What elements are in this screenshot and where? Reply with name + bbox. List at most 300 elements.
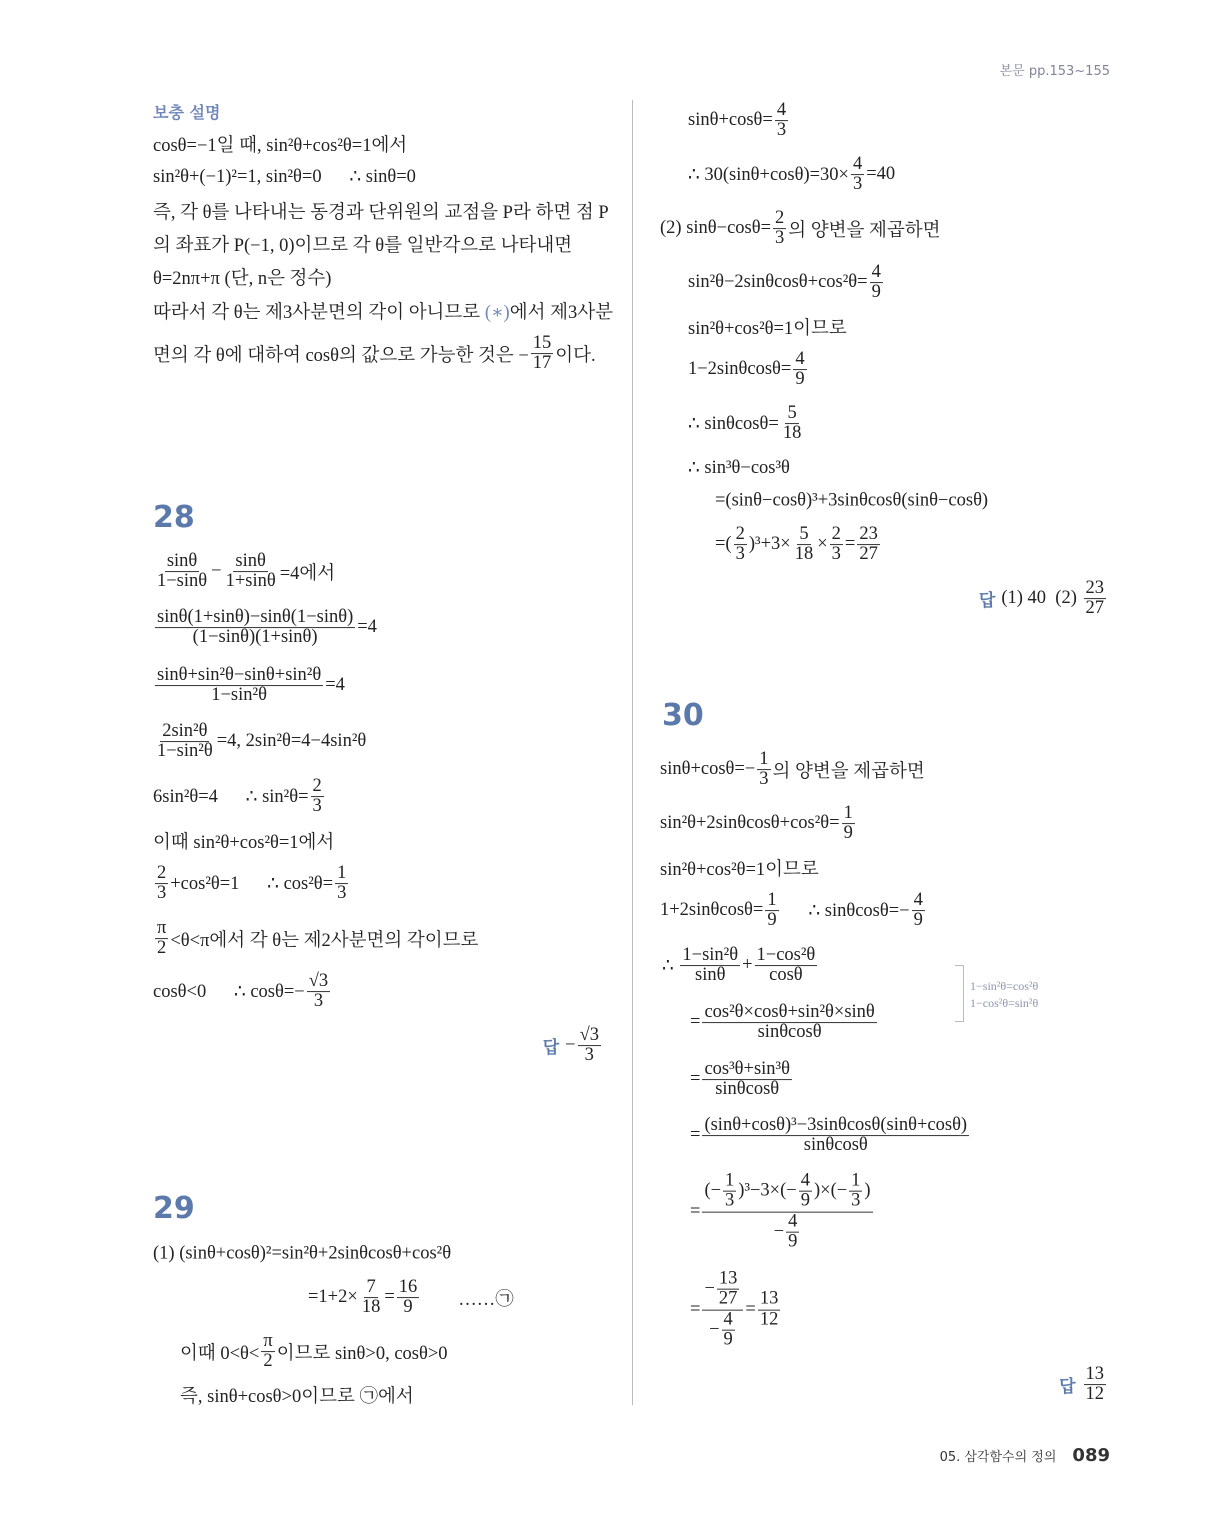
fraction (155, 864, 168, 904)
numerator (155, 864, 168, 884)
math-text: 3 (157, 883, 167, 904)
numerator (233, 552, 267, 572)
math-text: 즉, sinθ+cosθ>0이므로 ㉠에서 (180, 1387, 414, 1407)
math-text: sin²θ+cos²θ=1이므로 (660, 860, 819, 880)
denominator (717, 1290, 740, 1309)
math-text: 23 (1085, 578, 1104, 599)
math-text: 9 (723, 1329, 733, 1350)
fraction (870, 263, 883, 303)
solution-line (690, 1116, 971, 1156)
note-bracket (955, 965, 964, 1022)
math-text: 이다. (555, 346, 596, 366)
fraction (799, 1172, 812, 1212)
numerator (851, 155, 864, 175)
identity-note: 1−cos²θ=sin²θ (970, 996, 1039, 1010)
math-text: 17 (532, 353, 552, 374)
fraction (773, 209, 786, 249)
fraction (155, 722, 215, 762)
fraction (842, 804, 855, 844)
numerator (680, 946, 740, 966)
math-text: 1 (759, 749, 769, 770)
math-text: 4 (853, 154, 863, 175)
math-text: (1−sinθ)(1+sinθ) (192, 627, 318, 648)
solution-line (153, 1244, 451, 1265)
fraction (793, 350, 806, 390)
math-text: sinθcosθ (803, 1135, 868, 1156)
numerator (755, 946, 818, 966)
answer-label: 답 (542, 1038, 560, 1059)
numerator (786, 1213, 799, 1233)
math-text: 1−sin²θ (682, 945, 739, 966)
solution-line (688, 404, 805, 444)
fraction (335, 864, 348, 904)
math-text: 12 (759, 1309, 779, 1330)
denominator (224, 573, 278, 592)
fraction (261, 1332, 274, 1372)
numerator (160, 722, 209, 742)
numerator (165, 552, 199, 572)
numerator (849, 1172, 862, 1192)
solution-line (153, 552, 335, 592)
fraction (311, 777, 324, 817)
math-text: =4 (325, 675, 345, 696)
math-text: (sinθ+cosθ)³−3sinθcosθ(sinθ+cosθ) (704, 1115, 968, 1136)
numerator (307, 972, 330, 992)
math-text: cos²θ×cosθ+sin²θ×sinθ (704, 1002, 875, 1023)
math-text: 3 (851, 1191, 861, 1212)
math-text: = (745, 1299, 756, 1320)
solution-line (690, 1270, 782, 1351)
math-text: sinθ (166, 551, 198, 572)
math-text: ∴ sinθcosθ= (688, 414, 779, 434)
math-text: 1 (851, 1170, 861, 1191)
fraction (755, 946, 818, 986)
math-text: 3 (337, 883, 347, 904)
problem-number-29: 29 (153, 1191, 195, 1226)
math-text: 4 (723, 1309, 733, 1330)
math-text: sinθcosθ (757, 1022, 822, 1043)
numerator (702, 1060, 792, 1080)
math-text: 9 (913, 910, 923, 931)
math-text: )³+3× (748, 534, 791, 555)
math-text: 1+sinθ (225, 571, 276, 592)
math-text: 1−cos²θ (756, 945, 816, 966)
fraction (360, 1278, 383, 1318)
math-text: sinθ+cosθ= (688, 110, 773, 131)
math-text: cos³θ+sin³θ (704, 1059, 790, 1080)
denominator (583, 1047, 596, 1066)
solution-line (153, 972, 332, 1012)
math-text: 3 (759, 769, 769, 790)
math-text: 면의 각 θ에 대하여 cosθ의 값으로 가능한 것은 − (153, 346, 529, 366)
fraction (155, 552, 209, 592)
math-text: 27 (1085, 598, 1104, 619)
math-text: 18 (794, 544, 814, 565)
math-text: <θ<π에서 각 θ는 제2사분면의 각이므로 (170, 931, 479, 951)
math-text: cosθ (769, 965, 803, 986)
page-footer (940, 1445, 1110, 1466)
math-text: 9 (871, 282, 881, 303)
denominator (155, 573, 209, 592)
supplement-title: 보충 설명 (153, 103, 221, 122)
solution-line (660, 209, 941, 249)
fraction (155, 919, 168, 959)
math-text: 3 (853, 174, 863, 195)
fraction (531, 334, 554, 374)
solution-line (715, 525, 882, 565)
denominator (693, 967, 727, 986)
numerator (311, 777, 324, 797)
math-text: π (157, 918, 167, 939)
denominator (912, 912, 925, 931)
supplement-line (153, 198, 609, 224)
math-text: sin²θ+(−1)²=1, sin²θ=0 ∴ sinθ=0 (153, 167, 416, 187)
math-text: ∴ 30(sinθ+cosθ)=30× (688, 165, 849, 185)
math-text: 1−sin²θ (211, 685, 267, 706)
math-text: = (384, 1287, 395, 1308)
problem-number-28: 28 (153, 500, 195, 535)
denominator (870, 284, 883, 303)
fraction (224, 552, 278, 592)
answer-28 (543, 1026, 603, 1066)
fraction (702, 1270, 743, 1351)
math-text: 1−sinθ (157, 571, 208, 592)
denominator (335, 885, 348, 904)
math-text: 9 (788, 1231, 798, 1252)
solution-line (660, 855, 819, 881)
math-text: 의 좌표가 P(−1, 0)이므로 각 θ를 일반각으로 나타내면 (153, 236, 573, 256)
math-text: 13 (718, 1268, 738, 1289)
denominator (155, 940, 168, 959)
fraction (786, 1213, 799, 1253)
fraction (702, 1060, 792, 1100)
numerator (870, 263, 883, 283)
numerator (531, 334, 554, 354)
math-text: 3 (776, 120, 787, 141)
denominator (756, 1024, 824, 1043)
math-text: = (690, 1069, 701, 1090)
denominator (849, 1192, 862, 1211)
numerator (717, 1270, 740, 1290)
math-text: 이므로 sinθ>0, cosθ>0 (276, 1344, 448, 1364)
fraction (857, 525, 880, 565)
math-text: − (709, 1319, 720, 1340)
math-text: 9 (767, 910, 777, 931)
identity-note: 1−sin²θ=cos²θ (970, 979, 1039, 993)
numerator (775, 101, 788, 121)
denominator (772, 1213, 804, 1253)
denominator (786, 1233, 799, 1252)
math-text: sinθ (695, 965, 726, 986)
denominator (773, 230, 786, 249)
math-text: 3 (831, 544, 841, 565)
solution-line (660, 891, 927, 931)
fraction (723, 1172, 736, 1212)
supplement-line (153, 131, 407, 157)
answer-value (1082, 1365, 1109, 1405)
denominator (723, 1192, 736, 1211)
denominator (781, 425, 804, 444)
math-text: =(sinθ−cosθ)³+3sinθcosθ(sinθ−cosθ) (715, 490, 989, 511)
numerator (155, 919, 168, 939)
math-text: sinθ+cosθ=− (660, 759, 756, 780)
math-text: 2 (775, 208, 785, 229)
solution-line (688, 263, 885, 303)
math-text: 의 양변을 제곱하면 (772, 762, 925, 782)
math-text: 1 (337, 863, 347, 884)
fraction (1084, 1365, 1107, 1405)
fraction (912, 891, 925, 931)
supplement-line (153, 334, 596, 374)
denominator (707, 1311, 739, 1351)
numerator (702, 1270, 743, 1311)
denominator (767, 967, 805, 986)
solution-line (660, 804, 857, 844)
solution-line (688, 155, 895, 195)
denominator (401, 1299, 414, 1318)
fraction (397, 1278, 420, 1318)
numerator (734, 525, 747, 545)
numerator (397, 1278, 420, 1298)
supplement-line (153, 166, 416, 188)
math-text: 1−sin²θ (157, 741, 213, 762)
solution-line (153, 919, 478, 959)
math-text: 4 (800, 1170, 810, 1191)
numerator (830, 525, 843, 545)
math-text: 의 양변을 제곱하면 (788, 221, 941, 241)
math-text: 3 (775, 228, 785, 249)
math-text: ) (864, 1180, 871, 1201)
math-text: 2 (157, 863, 167, 884)
math-text: 2sin²θ (162, 721, 208, 742)
math-text: 3 (725, 1191, 735, 1212)
math-text: (1) (sinθ+cosθ)²=sin²θ+2sinθcosθ+cos²θ (153, 1243, 452, 1264)
math-text: 1 (843, 803, 853, 824)
denominator (261, 1353, 274, 1372)
page-reference: 본문 pp.153~155 (999, 64, 1110, 79)
solution-line (662, 946, 819, 986)
numerator (722, 1311, 735, 1331)
fraction (155, 666, 323, 706)
math-text: = (690, 1012, 701, 1033)
math-text: − (565, 1035, 576, 1056)
denominator (857, 546, 880, 565)
math-text: = (690, 1125, 701, 1146)
column-divider (632, 100, 633, 1405)
denominator (360, 1299, 383, 1318)
denominator (191, 629, 320, 648)
denominator (155, 885, 168, 904)
numerator (842, 804, 855, 824)
math-text: 2 (735, 524, 745, 545)
denominator (830, 546, 843, 565)
math-text: 27 (859, 544, 878, 565)
math-text: 9 (795, 369, 805, 390)
math-text: 27 (718, 1289, 738, 1310)
math-text: + (742, 955, 753, 976)
math-text: 16 (398, 1277, 418, 1298)
fraction (830, 525, 843, 565)
fraction (851, 155, 864, 195)
fraction (702, 1003, 876, 1043)
problem-number-30: 30 (662, 698, 704, 733)
math-text: − (211, 561, 222, 582)
solution-line (153, 608, 377, 648)
math-text: 18 (361, 1297, 381, 1318)
math-text: √3 (308, 971, 329, 992)
denominator (758, 1311, 781, 1330)
answer-30 (1059, 1365, 1108, 1405)
numerator (785, 404, 798, 424)
numerator (155, 608, 355, 628)
math-text: 2 (157, 938, 167, 959)
math-text: =4 (357, 617, 377, 638)
math-text: = (690, 1201, 701, 1222)
math-text: 이때 0<θ< (180, 1344, 260, 1364)
math-text: 1+2sinθcosθ= (660, 900, 764, 921)
denominator (531, 355, 554, 374)
denominator (1084, 600, 1107, 619)
supplement-line (153, 231, 572, 257)
solution-line (690, 1172, 875, 1253)
math-text: +cos²θ=1 ∴ cos²θ= (170, 874, 334, 894)
denominator (775, 122, 788, 141)
math-text: =40 (866, 164, 896, 185)
math-text: 2 (312, 776, 322, 797)
math-text: 따라서 각 θ는 제3사분면의 각이 아니므로 (∗)에서 제3사분 (153, 303, 613, 323)
fraction (307, 972, 330, 1012)
supplement-line (153, 264, 331, 290)
math-text: θ=2nπ+π (단, n은 정수) (153, 269, 332, 289)
math-text: 4 (913, 890, 923, 911)
fraction (155, 608, 355, 648)
math-text: 4 (776, 100, 787, 121)
math-text: 5 (787, 403, 797, 424)
denominator (311, 798, 324, 817)
fraction (849, 1172, 862, 1212)
math-text: 즉, 각 θ를 나타내는 동경과 단위원의 교점을 P라 하면 점 P (153, 203, 609, 223)
numerator (723, 1172, 736, 1192)
answer-label: 답 (978, 591, 996, 612)
math-text: 5 (799, 524, 809, 545)
chapter-title: 05. 삼각함수의 정의 (939, 1450, 1057, 1465)
math-text: (− (704, 1180, 722, 1201)
math-text: ∴ (662, 956, 679, 976)
denominator (722, 1331, 735, 1350)
math-text: 13 (1085, 1364, 1104, 1385)
math-text: 7 (366, 1277, 376, 1298)
solution-line (153, 777, 326, 817)
math-text: 12 (1085, 1384, 1104, 1405)
numerator (797, 525, 810, 545)
math-text: 4 (795, 349, 805, 370)
solution-line (308, 1278, 514, 1318)
math-text: 9 (403, 1297, 413, 1318)
math-text: π (263, 1331, 273, 1352)
solution-line (688, 350, 809, 390)
numerator (758, 1290, 781, 1310)
math-text: )³−3×(− (738, 1180, 797, 1201)
math-text: 이때 sin²θ+cos²θ=1에서 (153, 833, 335, 853)
math-text: 1−2sinθcosθ= (688, 359, 792, 380)
fraction (722, 1311, 735, 1351)
numerator (364, 1278, 377, 1298)
solution-line (690, 1003, 879, 1043)
denominator (1084, 1386, 1107, 1405)
fraction (758, 1290, 781, 1330)
denominator (734, 546, 747, 565)
denominator (209, 687, 269, 706)
math-text: sinθ (235, 551, 266, 572)
numerator (793, 350, 806, 370)
math-text: 4 (788, 1211, 798, 1232)
math-text: ∴ sinθcosθ=− (780, 901, 910, 921)
math-text: 9 (843, 823, 853, 844)
solution-line (688, 314, 847, 340)
math-text: sin²θ+cos²θ=1이므로 (688, 319, 847, 339)
numerator (578, 1026, 601, 1046)
denominator (713, 1081, 781, 1100)
math-text: =4, 2sin²θ=4−4sin²θ (216, 731, 367, 752)
solution-line (180, 1382, 414, 1408)
answer-29 (979, 579, 1108, 619)
math-text: ……㉠ (421, 1290, 514, 1310)
solution-line (688, 101, 790, 141)
math-text: = (844, 534, 856, 555)
solution-line (153, 828, 334, 854)
numerator (1084, 579, 1107, 599)
solution-line (715, 491, 988, 512)
fraction (757, 750, 770, 790)
numerator (857, 525, 880, 545)
denominator (155, 743, 215, 762)
math-text: 18 (782, 423, 802, 444)
denominator (765, 912, 778, 931)
numerator (765, 891, 778, 911)
solution-line (688, 457, 790, 479)
solution-line (153, 864, 350, 904)
math-text: 1 (725, 1170, 735, 1191)
solution-line (153, 666, 345, 706)
math-text: 1 (767, 890, 777, 911)
fraction (717, 1270, 740, 1310)
numerator (799, 1172, 812, 1192)
math-text: 3 (584, 1045, 594, 1066)
math-text: (1) 40 (2) (1001, 588, 1082, 609)
denominator (799, 1192, 812, 1211)
numerator (773, 209, 786, 229)
denominator (793, 546, 816, 565)
math-text: (2) sinθ−cosθ= (660, 218, 772, 239)
answer-label: 답 (1059, 1377, 1076, 1398)
math-text: 3 (313, 991, 324, 1012)
fraction (734, 525, 747, 565)
fraction (1084, 579, 1107, 619)
answer-value (1001, 579, 1108, 619)
math-text: 6sin²θ=4 ∴ sin²θ= (153, 787, 309, 807)
solution-line (153, 722, 366, 762)
numerator (702, 1116, 969, 1136)
denominator (851, 176, 864, 195)
supplement-line (153, 298, 613, 324)
fraction (578, 1026, 601, 1066)
denominator (842, 825, 855, 844)
math-text: ∴ sin³θ−cos³θ (688, 458, 790, 478)
math-text: cosθ=−1일 때, sin²θ+cos²θ=1에서 (153, 136, 408, 156)
math-text: =( (715, 534, 732, 555)
solution-line (690, 1060, 794, 1100)
numerator (757, 750, 770, 770)
